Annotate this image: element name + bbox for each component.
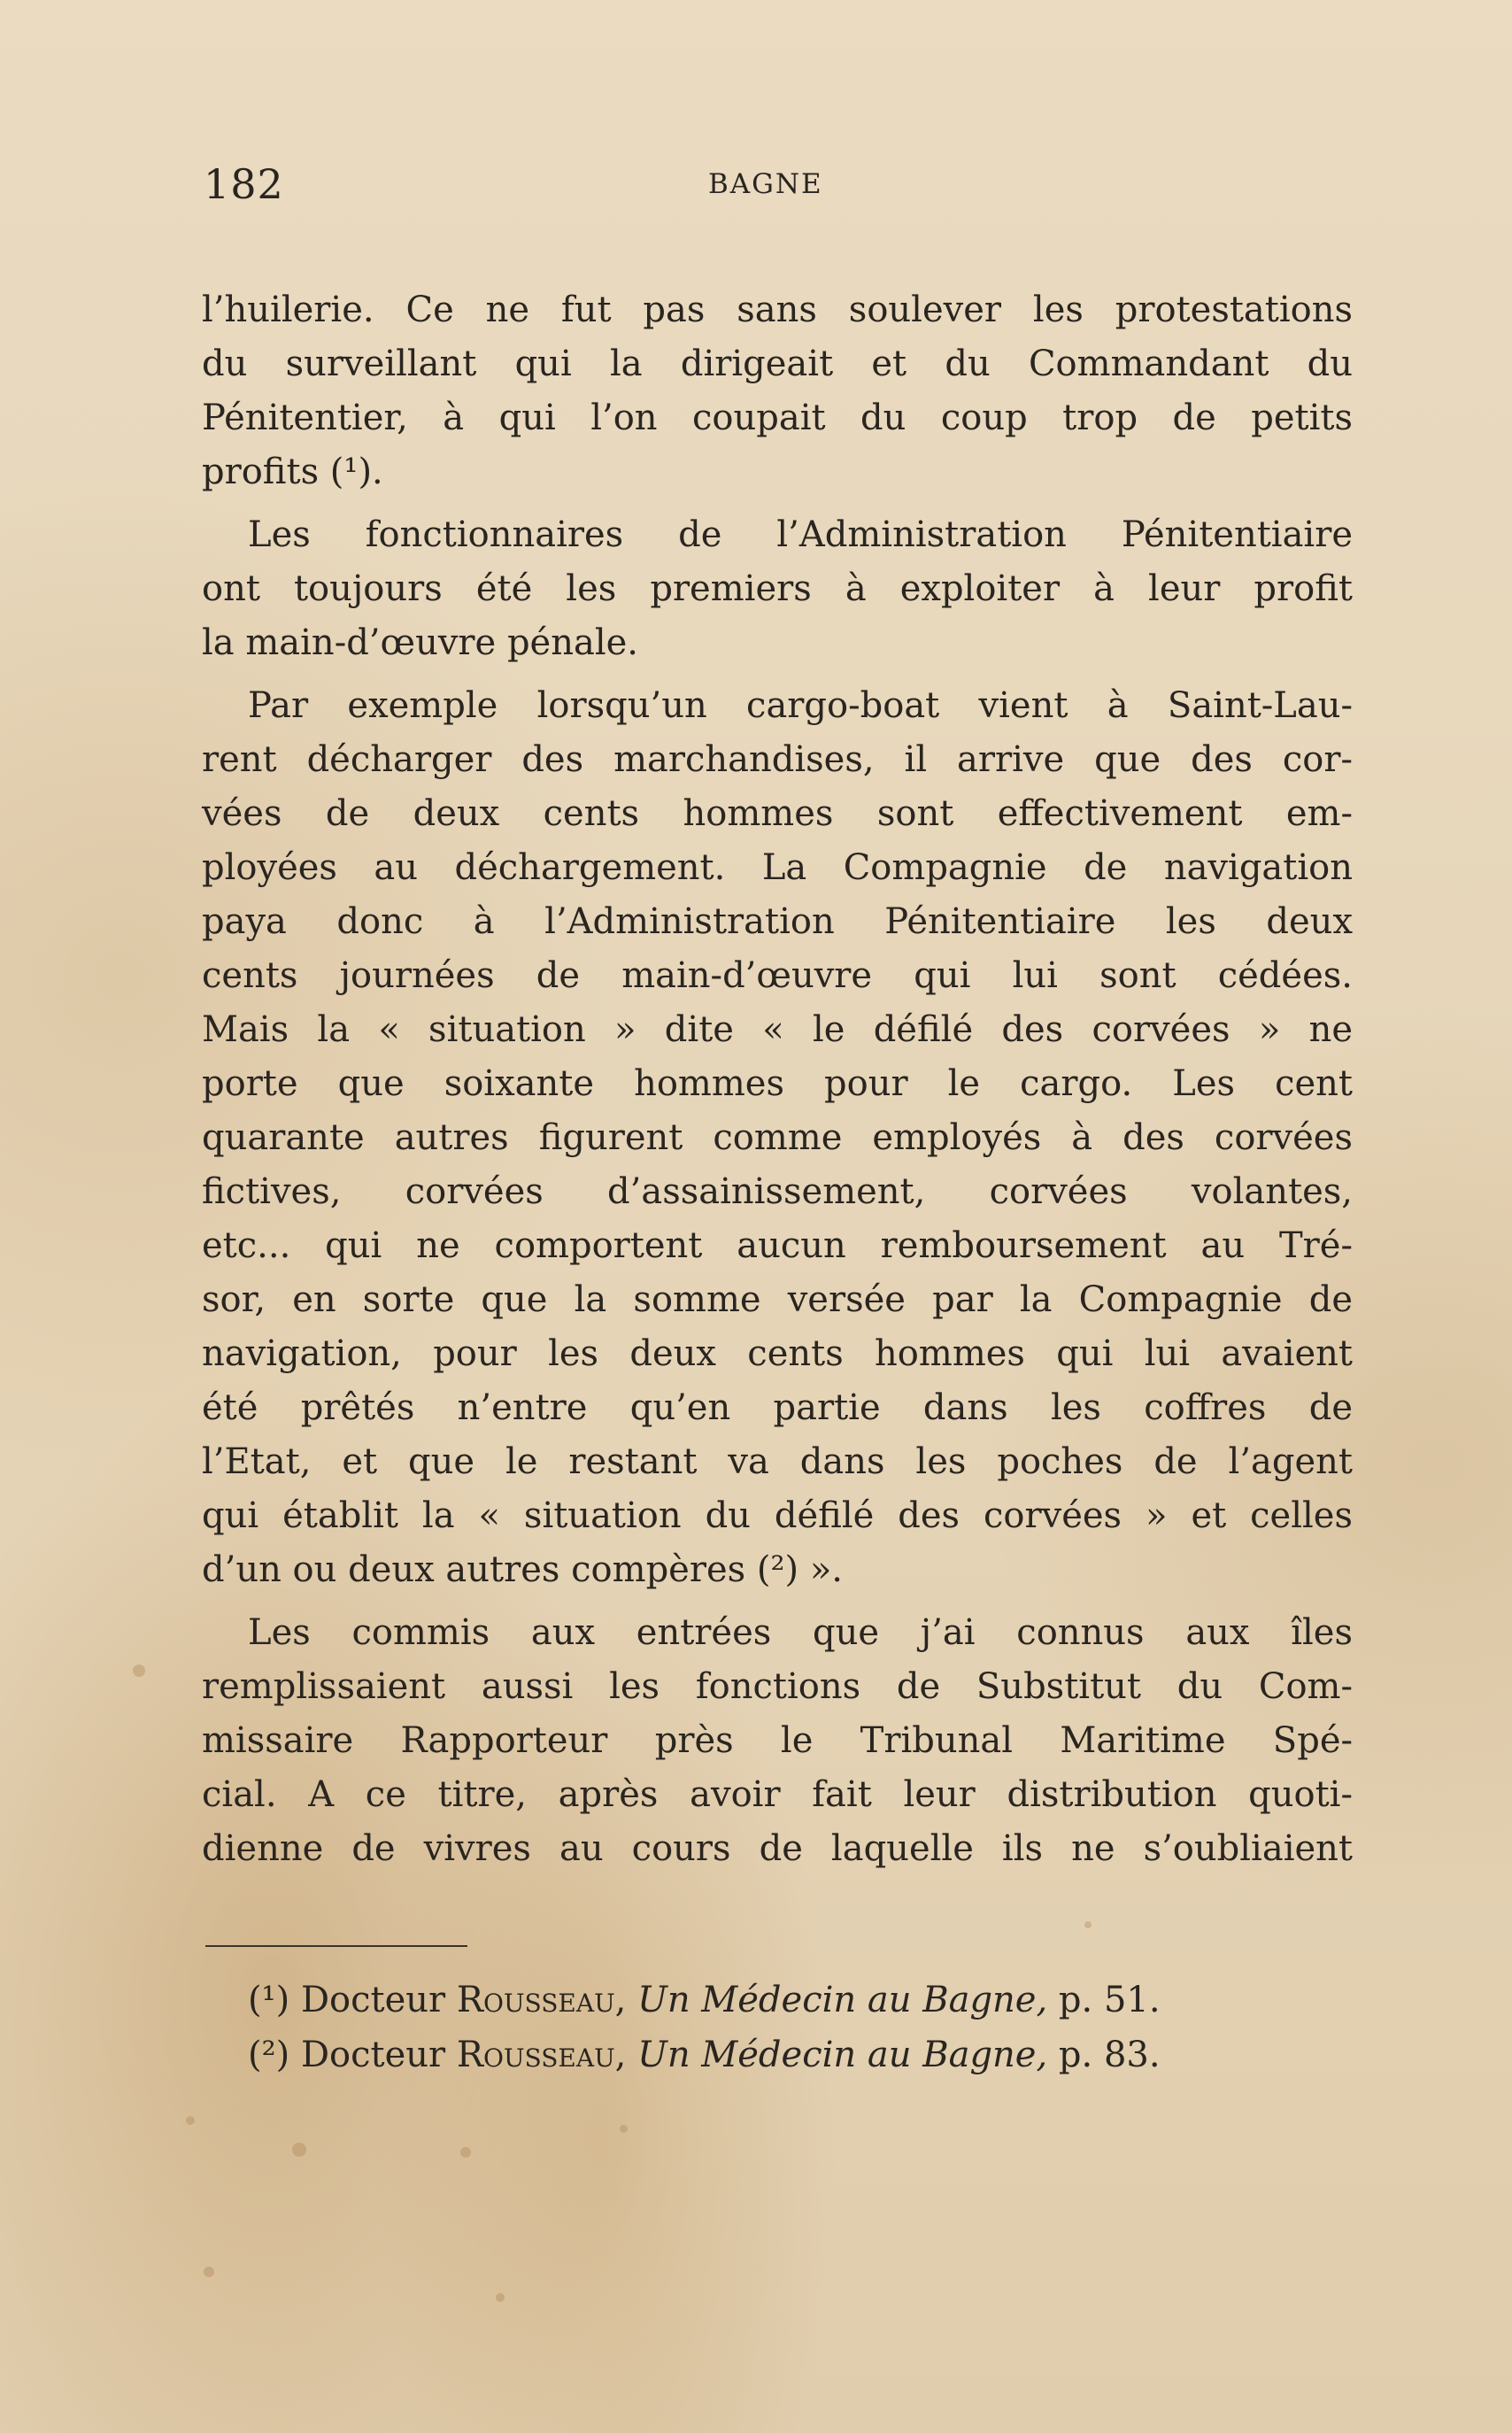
footnote-work-title: Un Médecin au Bagne, — [637, 1980, 1048, 2020]
text-line: fictives, corvées d’assainissement, corvées volantes, — [202, 1171, 1353, 1212]
footnote-author-title: Docteur — [300, 2035, 446, 2075]
foxing-spot — [460, 2147, 471, 2158]
footnote-divider — [205, 1945, 467, 1947]
foxing-spot — [496, 2293, 505, 2302]
foxing-spot — [186, 2116, 195, 2125]
running-title: BAGNE — [708, 168, 823, 200]
text-line: Pénitentier, à qui l’on coupait du coup trop de petits — [202, 398, 1353, 438]
text-line: quarante autres figurent comme employés à des corvées — [202, 1117, 1353, 1158]
foxing-spot — [292, 2143, 306, 2157]
footnote-page-ref: p. 83. — [1058, 2035, 1161, 2075]
text-line: d’un ou deux autres compères (²) ». — [202, 1549, 844, 1590]
footnote-author-name: Rousseau, — [456, 1980, 627, 2020]
footnote-author-title: Docteur — [300, 1980, 446, 2020]
text-line: ont toujours été les premiers à exploiter à leur profit — [202, 568, 1353, 609]
footnote-work-title: Un Médecin au Bagne, — [637, 2035, 1048, 2075]
text-line: dienne de vivres au cours de laquelle ils ne s’oubliaient — [202, 1828, 1353, 1869]
text-line: etc... qui ne comportent aucun remboursement au Tré- — [202, 1225, 1353, 1266]
foxing-spot — [1084, 1921, 1092, 1928]
text-line: porte que soixante hommes pour le cargo. Les cent — [202, 1063, 1353, 1104]
paragraph — [202, 1606, 1353, 1876]
text-line: qui établit la « situation du défilé des corvées » et celles — [202, 1495, 1353, 1536]
footnote-author-name: Rousseau, — [456, 2035, 627, 2075]
text-line: été prêtés n’entre qu’en partie dans les coffres de — [202, 1387, 1353, 1428]
footnote-marker: (²) — [248, 2035, 290, 2075]
paragraph — [202, 508, 1353, 670]
text-line: ployées au déchargement. La Compagnie de navigation — [202, 847, 1353, 888]
body-text — [202, 283, 1353, 1876]
paragraph — [202, 679, 1353, 1597]
text-line: du surveillant qui la dirigeait et du Commandant du — [202, 344, 1353, 384]
text-line: sor, en sorte que la somme versée par la Compagnie de — [202, 1279, 1353, 1320]
foxing-spot — [204, 2267, 214, 2277]
page-number: 182 — [204, 160, 284, 208]
foxing-spot — [133, 1664, 145, 1677]
text-line: remplissaient aussi les fonctions de Substitut du Com- — [202, 1666, 1353, 1707]
text-line: rent décharger des marchandises, il arrive que des cor- — [202, 739, 1353, 780]
text-line: missaire Rapporteur près le Tribunal Maritime Spé- — [202, 1720, 1353, 1761]
footnote-marker: (¹) — [248, 1980, 290, 2020]
paragraph — [202, 283, 1353, 499]
text-line: vées de deux cents hommes sont effectivement em- — [202, 793, 1353, 834]
page-header — [204, 158, 1354, 211]
text-line: navigation, pour les deux cents hommes qui lui avaient — [202, 1333, 1353, 1374]
text-line: Par exemple lorsqu’un cargo-boat vient à Saint-Lau- — [248, 685, 1353, 726]
text-line: Les fonctionnaires de l’Administration Pénitentiaire — [248, 514, 1353, 555]
footnotes — [248, 1973, 1354, 2082]
footnote-page-ref: p. 51. — [1058, 1980, 1161, 2020]
text-line: Les commis aux entrées que j’ai connus aux îles — [248, 1612, 1353, 1653]
footnote-1 — [248, 1973, 1354, 2028]
foxing-spot — [620, 2125, 628, 2133]
text-line: la main-d’œuvre pénale. — [202, 622, 639, 663]
text-line: cents journées de main-d’œuvre qui lui sont cédées. — [202, 955, 1353, 996]
text-line: cial. A ce titre, après avoir fait leur distribution quoti- — [202, 1774, 1353, 1815]
footnote-2 — [248, 2028, 1354, 2082]
text-line: l’huilerie. Ce ne fut pas sans soulever les protestations — [202, 290, 1353, 330]
text-line: paya donc à l’Administration Pénitentiaire les deux — [202, 901, 1353, 942]
text-line: profits (¹). — [202, 452, 383, 492]
text-line: l’Etat, et que le restant va dans les poches de l’agent — [202, 1441, 1353, 1482]
text-line: Mais la « situation » dite « le défilé des corvées » ne — [202, 1009, 1353, 1050]
